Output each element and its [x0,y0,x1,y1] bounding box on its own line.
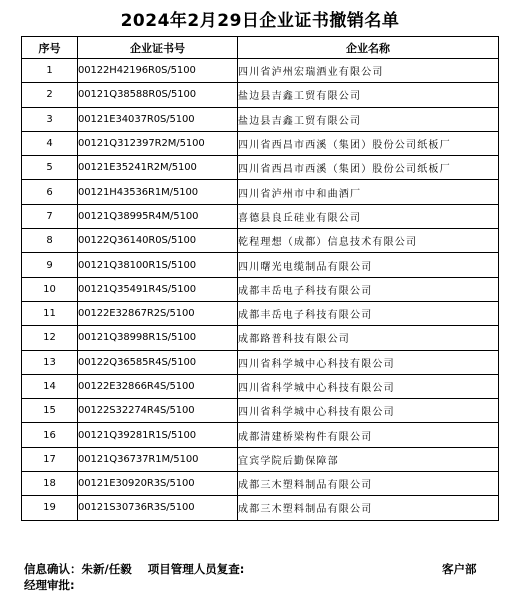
table-row [22,131,499,155]
seq-cell: 12 [22,326,78,350]
code-cell: 00121H43536R1M/5100 [78,180,238,204]
code-cell: 00121S30736R3S/5100 [78,496,238,520]
info-confirm-label: 信息确认： [24,562,82,576]
department-label: 客户部 [442,562,477,576]
table-row [22,447,499,471]
seq-cell: 10 [22,277,78,301]
code-cell: 00121Q38100R1S/5100 [78,253,238,277]
review-label: 项目管理人员复查: [147,562,245,576]
header-seq: 序号 [22,37,78,59]
revocation-table [21,36,499,521]
seq-cell: 9 [22,253,78,277]
seq-cell: 4 [22,131,78,155]
code-cell: 00121Q38998R1S/5100 [78,326,238,350]
name-cell: 成都清建桥梁构件有限公司 [238,423,499,447]
table-row [22,156,499,180]
table-row [22,399,499,423]
name-cell: 四川省西昌市西溪（集团）股份公司纸板厂 [238,131,499,155]
seq-cell: 16 [22,423,78,447]
name-cell: 四川曙光电缆制品有限公司 [238,253,499,277]
code-cell: 00122Q36140R0S/5100 [78,229,238,253]
table-row [22,83,499,107]
seq-cell: 17 [22,447,78,471]
code-cell: 00122E32867R2S/5100 [78,301,238,325]
name-cell: 盐边县吉鑫工贸有限公司 [238,83,499,107]
code-cell: 00121Q39281R1S/5100 [78,423,238,447]
table-row [22,204,499,228]
name-cell: 喜德县良丘硅业有限公司 [238,204,499,228]
code-cell: 00121Q36737R1M/5100 [78,447,238,471]
name-cell: 成都三木塑料制品有限公司 [238,472,499,496]
table-row [22,350,499,374]
name-cell: 成都路普科技有限公司 [238,326,499,350]
code-cell: 00121E30920R3S/5100 [78,472,238,496]
code-cell: 00122H42196R0S/5100 [78,59,238,83]
code-cell: 00121E35241R2M/5100 [78,156,238,180]
table-row [22,180,499,204]
name-cell: 宜宾学院后勤保障部 [238,447,499,471]
table-row [22,253,499,277]
code-cell: 00121Q312397R2M/5100 [78,131,238,155]
table-row [22,59,499,83]
seq-cell: 8 [22,229,78,253]
name-cell: 成都丰岳电子科技有限公司 [238,301,499,325]
seq-cell: 3 [22,107,78,131]
table-row [22,496,499,520]
name-cell: 四川省西昌市西溪（集团）股份公司纸板厂 [238,156,499,180]
seq-cell: 6 [22,180,78,204]
name-cell: 四川省泸州市中和曲酒厂 [238,180,499,204]
manager-approval-label: 经理审批: [24,578,75,592]
page-title: 2024年2月29日企业证书撤销名单 [120,11,400,31]
seq-cell: 13 [22,350,78,374]
table-row [22,229,499,253]
header-name: 企业名称 [238,37,499,59]
table-row [22,107,499,131]
seq-cell: 1 [22,59,78,83]
name-cell: 四川省泸州宏瑞酒业有限公司 [238,59,499,83]
name-cell: 成都三木塑料制品有限公司 [238,496,499,520]
name-cell: 四川省科学城中心科技有限公司 [238,374,499,398]
table-row [22,472,499,496]
table-row [22,374,499,398]
name-cell: 四川省科学城中心科技有限公司 [238,350,499,374]
code-cell: 00121Q35491R4S/5100 [78,277,238,301]
code-cell: 00122E32866R4S/5100 [78,374,238,398]
table-header-row [22,37,499,59]
seq-cell: 11 [22,301,78,325]
table-row [22,301,499,325]
name-cell: 四川省科学城中心科技有限公司 [238,399,499,423]
name-cell: 盐边县吉鑫工贸有限公司 [238,107,499,131]
code-cell: 00122S32274R4S/5100 [78,399,238,423]
info-confirm-value: 朱新/任毅 [81,562,132,576]
seq-cell: 18 [22,472,78,496]
header-code: 企业证书号 [78,37,238,59]
code-cell: 00121Q38588R0S/5100 [78,83,238,107]
seq-cell: 7 [22,204,78,228]
footer-confirm-line [24,561,244,577]
seq-cell: 19 [22,496,78,520]
name-cell: 成都丰岳电子科技有限公司 [238,277,499,301]
seq-cell: 5 [22,156,78,180]
seq-cell: 2 [22,83,78,107]
code-cell: 00121Q38995R4M/5100 [78,204,238,228]
code-cell: 00121E34037R0S/5100 [78,107,238,131]
seq-cell: 15 [22,399,78,423]
table-row [22,326,499,350]
table-row [22,423,499,447]
table-row [22,277,499,301]
name-cell: 乾程理想（成都）信息技术有限公司 [238,229,499,253]
seq-cell: 14 [22,374,78,398]
code-cell: 00122Q36585R4S/5100 [78,350,238,374]
